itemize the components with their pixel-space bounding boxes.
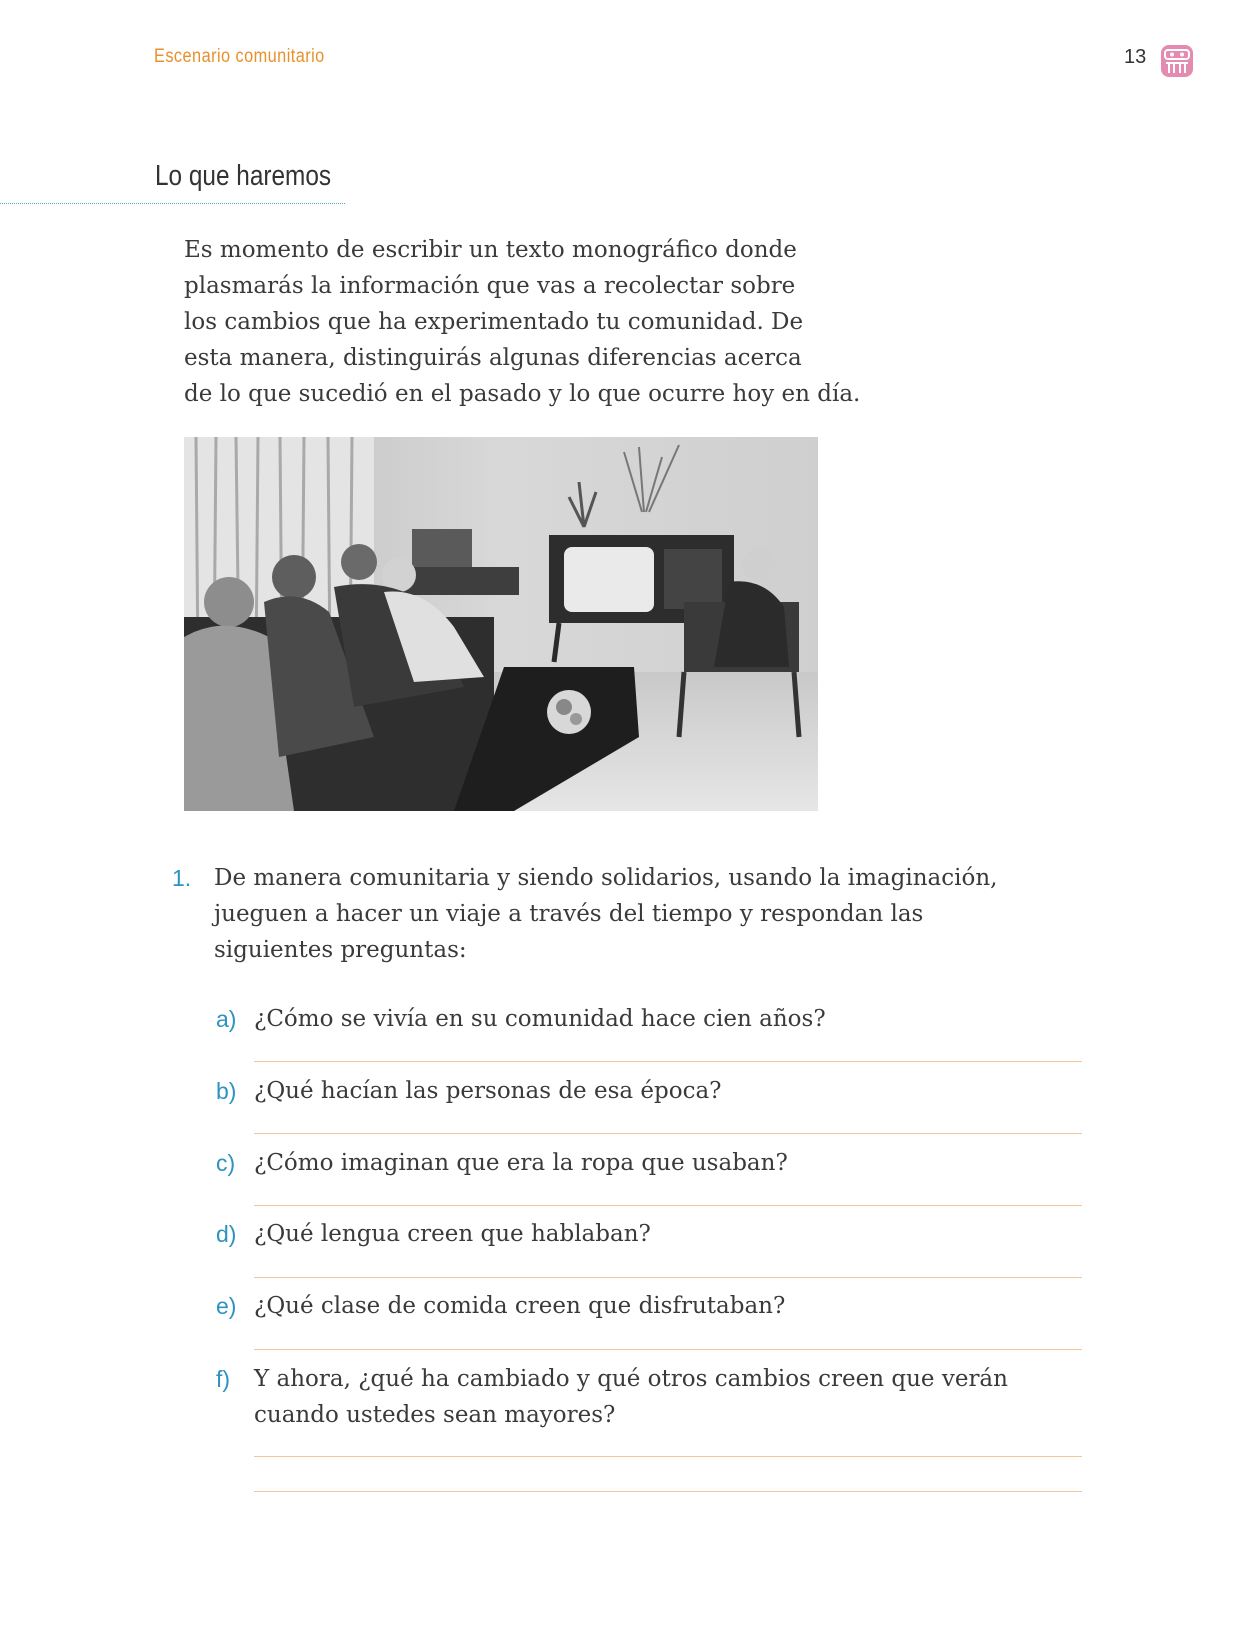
subquestion-letter: a) [216, 1006, 237, 1032]
subquestion-text: Y ahora, ¿qué ha cambiado y qué otros cambios creen que verán [254, 1366, 1008, 1392]
answer-line-b[interactable] [254, 1133, 1082, 1134]
question-number: 1. [172, 865, 192, 891]
intro-line: plasmarás la información que vas a recolectar sobre [184, 273, 796, 299]
answer-line-e[interactable] [254, 1349, 1082, 1350]
subquestion-letter: f) [216, 1366, 231, 1392]
subquestion-text: ¿Qué hacían las personas de esa época? [254, 1078, 722, 1104]
pink-glyph-icon [1160, 44, 1194, 78]
subquestion-letter: c) [216, 1150, 236, 1176]
running-header: Escenario comunitario [154, 46, 325, 67]
intro-paragraph [184, 232, 944, 412]
subquestion-letter: d) [216, 1221, 237, 1247]
subquestion-letter: e) [216, 1293, 237, 1319]
question-line: siguientes preguntas: [214, 937, 467, 963]
question-line: jueguen a hacer un viaje a través del tiempo y respondan las [214, 901, 924, 927]
question-text [214, 860, 1074, 968]
subquestion-text: cuando ustedes sean mayores? [254, 1402, 616, 1428]
answer-line-f-2[interactable] [254, 1491, 1082, 1492]
answer-line-f-1[interactable] [254, 1456, 1082, 1457]
intro-line: de lo que sucedió en el pasado y lo que ocurre hoy en día. [184, 381, 861, 407]
answer-line-d[interactable] [254, 1277, 1082, 1278]
section-title-underline [0, 203, 345, 204]
page-number: 13 [1124, 46, 1147, 68]
intro-line: esta manera, distinguirás algunas diferencias acerca [184, 345, 802, 371]
subquestion-letter: b) [216, 1078, 237, 1104]
answer-line-a[interactable] [254, 1061, 1082, 1062]
question-line: De manera comunitaria y siendo solidarios, usando la imaginación, [214, 865, 998, 891]
answer-line-c[interactable] [254, 1205, 1082, 1206]
family-watching-tv-photo [184, 437, 818, 811]
subquestion-text: ¿Qué clase de comida creen que disfrutaban? [254, 1293, 786, 1319]
section-title: Lo que haremos [155, 160, 332, 192]
intro-line: Es momento de escribir un texto monográfico donde [184, 237, 797, 263]
subquestion-text: ¿Cómo se vivía en su comunidad hace cien años? [254, 1006, 826, 1032]
subquestion-text: ¿Cómo imaginan que era la ropa que usaban? [254, 1150, 788, 1176]
subquestion-text: ¿Qué lengua creen que hablaban? [254, 1221, 651, 1247]
intro-line: los cambios que ha experimentado tu comunidad. De [184, 309, 804, 335]
